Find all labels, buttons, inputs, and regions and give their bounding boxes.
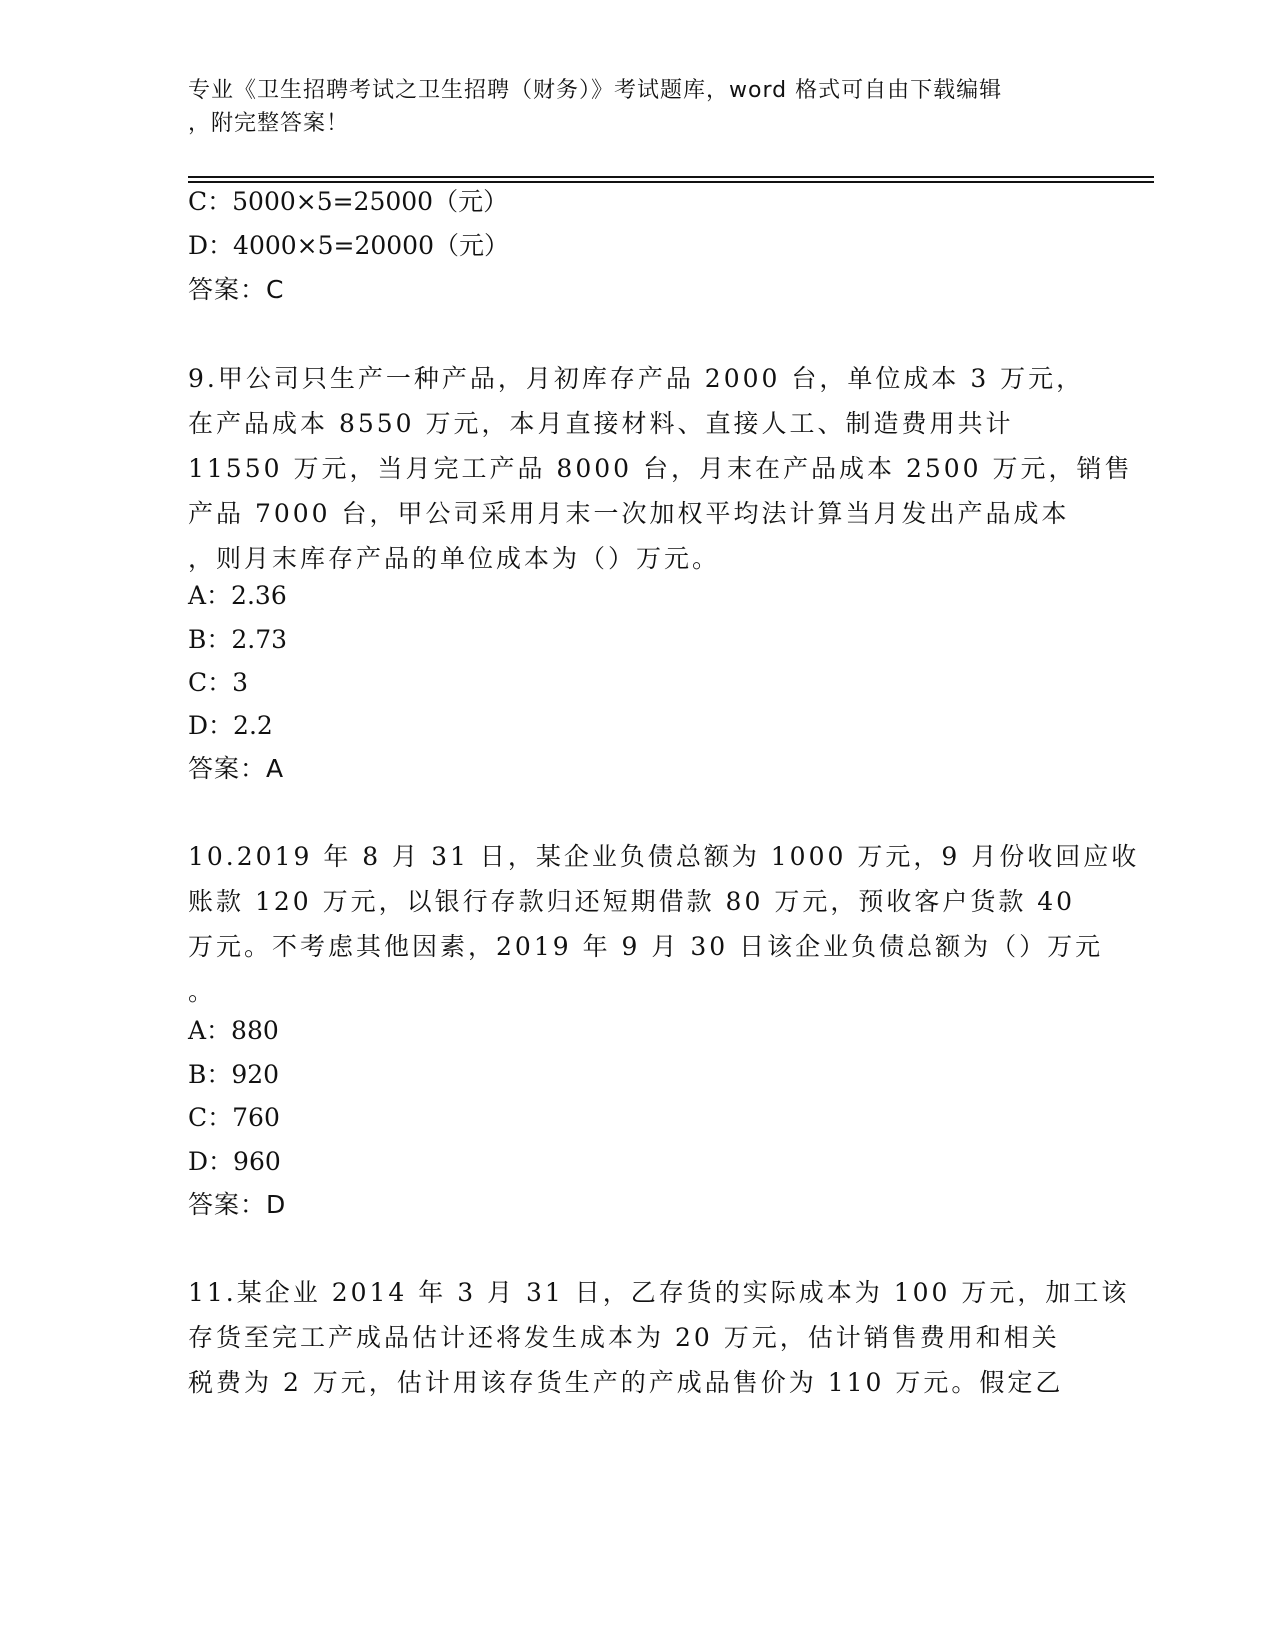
question-9-option-d: D：2.2: [188, 711, 273, 740]
document-header: [188, 74, 1088, 140]
question-9-option-c: C：3: [188, 668, 249, 697]
header-divider-top: [188, 176, 1154, 178]
question-9-line-1: 9.甲公司只生产一种产品，月初库存产品 2000 台，单位成本 3 万元，: [188, 364, 1085, 393]
question-10-option-d: D：960: [188, 1147, 281, 1176]
question-10-line-1: 10.2019 年 8 月 31 日，某企业负债总额为 1000 万元，9 月份收回应收: [188, 842, 1140, 871]
prev-answer: 答案：C: [188, 275, 285, 304]
question-9-stem: [188, 356, 1133, 581]
question-9-line-3: 11550 万元，当月完工产品 8000 台，月末在产品成本 2500 万元，销售: [188, 454, 1133, 483]
question-9-answer: 答案：A: [188, 754, 285, 783]
question-10-option-b: B：920: [188, 1060, 280, 1089]
question-10-option-c: C：760: [188, 1103, 280, 1132]
header-divider-bottom: [188, 181, 1154, 183]
question-11-line-1: 11.某企业 2014 年 3 月 31 日，乙存货的实际成本为 100 万元，加工该: [188, 1278, 1130, 1307]
question-9-line-2: 在产品成本 8550 万元，本月直接材料、直接人工、制造费用共计: [188, 409, 1014, 438]
question-10-line-3: 万元。不考虑其他因素，2019 年 9 月 30 日该企业负债总额为（）万元: [188, 932, 1104, 961]
question-9-option-a: A：2.36: [188, 581, 287, 610]
header-line-2: ，附完整答案！: [188, 111, 350, 136]
question-10-line-4: 。: [188, 977, 217, 1006]
question-10-stem: [188, 834, 1140, 1014]
question-10-option-a: A：880: [188, 1016, 279, 1045]
question-9-line-4: 产品 7000 台，甲公司采用月末一次加权平均法计算当月发出产品成本: [188, 499, 1070, 528]
question-10-line-2: 账款 120 万元，以银行存款归还短期借款 80 万元，预收客户货款 40: [188, 887, 1076, 916]
question-11-line-3: 税费为 2 万元，估计用该存货生产的产成品售价为 110 万元。假定乙: [188, 1368, 1064, 1397]
question-10-answer: 答案：D: [188, 1190, 287, 1219]
prev-option-d: D：4000×5=20000（元）: [188, 231, 509, 260]
question-11-line-2: 存货至完工产成品估计还将发生成本为 20 万元，估计销售费用和相关: [188, 1323, 1060, 1352]
header-line-1: 专业《卫生招聘考试之卫生招聘（财务）》考试题库，word 格式可自由下载编辑: [188, 78, 1003, 103]
question-9-option-b: B：2.73: [188, 625, 288, 654]
prev-option-c: C：5000×5=25000（元）: [188, 187, 509, 216]
question-9-line-5: ，则月末库存产品的单位成本为（）万元。: [188, 544, 721, 573]
question-11-stem: [188, 1270, 1130, 1405]
